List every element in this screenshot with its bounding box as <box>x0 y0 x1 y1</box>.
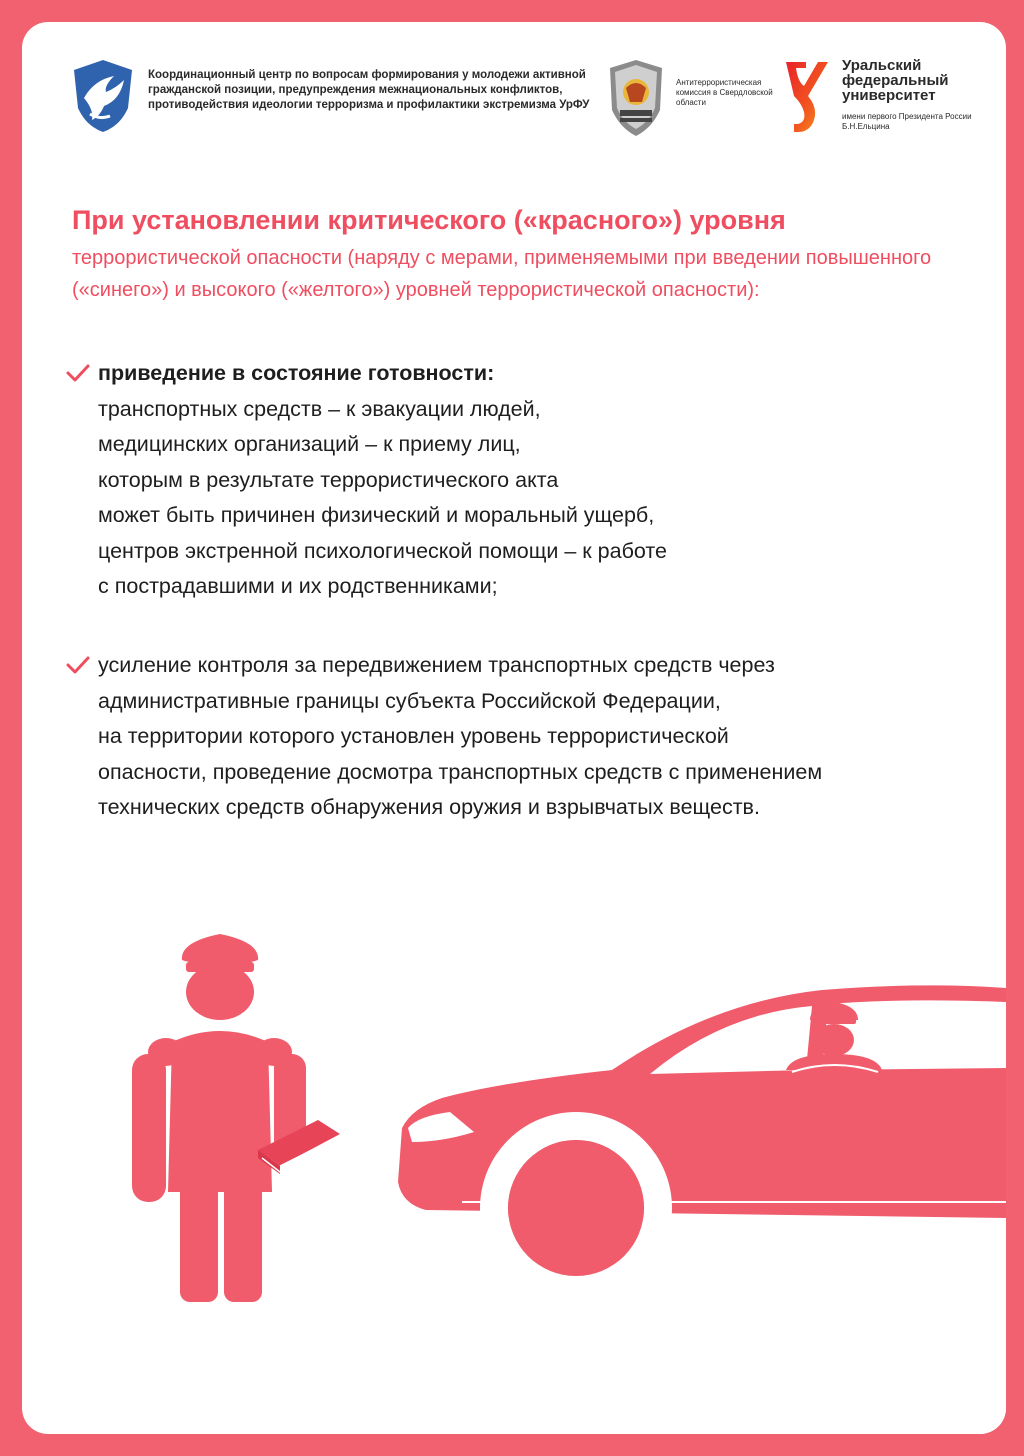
police-officer-icon <box>132 934 340 1302</box>
measure-item-readiness <box>62 356 962 605</box>
measure-line: транспортных средств – к эвакуации людей, <box>98 396 541 421</box>
car-with-driver-icon <box>398 985 1006 1434</box>
coordination-center-text: Координационный центр по вопросам формирования у молодежи активной гражданской позиции, предупреждения межнациональных конфликтов, противодействия идеологии терроризма и профилактики экстремизма УрФУ <box>148 69 590 111</box>
measure-item-text <box>98 648 962 826</box>
check-icon <box>66 656 90 674</box>
measure-line: технических средств обнаружения оружия и взрывчатых веществ. <box>98 795 760 819</box>
coat-of-arms-shield-icon <box>606 58 666 138</box>
measure-item-text <box>98 356 962 605</box>
illustration <box>22 902 1006 1434</box>
shield-dove-logo-icon <box>70 58 136 134</box>
measure-line: опасности, проведение досмотра транспортных средств с применением <box>98 759 823 784</box>
measure-line: центров экстренной психологической помощи – к работе <box>98 538 667 563</box>
measure-item-lead: приведение в состояние готовности: <box>98 361 495 385</box>
measure-line: на территории которого установлен уровень террористической <box>98 724 729 748</box>
antiterror-commission-text: Антитеррористическая комиссия в Свердловской области <box>676 78 773 107</box>
page-title: При установлении критического («красного») уровня <box>72 205 786 235</box>
poster-card <box>22 22 1006 1434</box>
measure-line: административные границы субъекта Российской Федерации, <box>98 688 721 713</box>
measure-line: с пострадавшими и их родственниками; <box>98 574 498 598</box>
check-icon <box>66 364 90 382</box>
university-subtitle: имени первого Президента России Б.Н.Ельцина <box>842 112 972 131</box>
measure-line: которым в результате террористического акта <box>98 467 559 492</box>
measure-line: может быть причинен физический и моральный ущерб, <box>98 503 655 527</box>
measure-line: медицинских организаций – к приему лиц, <box>98 432 521 456</box>
measure-line: усиление контроля за передвижением транспортных средств через <box>98 653 775 677</box>
measure-item-transport-control <box>62 648 962 826</box>
page-subtitle: террористической опасности (наряду с мерами, применяемыми при введении повышенного («синего») и высокого («желтого») уровней террористической опасности): <box>72 247 932 301</box>
university-name: Уральский федеральный университет <box>842 57 949 104</box>
urfu-u-logo-icon <box>784 56 830 136</box>
